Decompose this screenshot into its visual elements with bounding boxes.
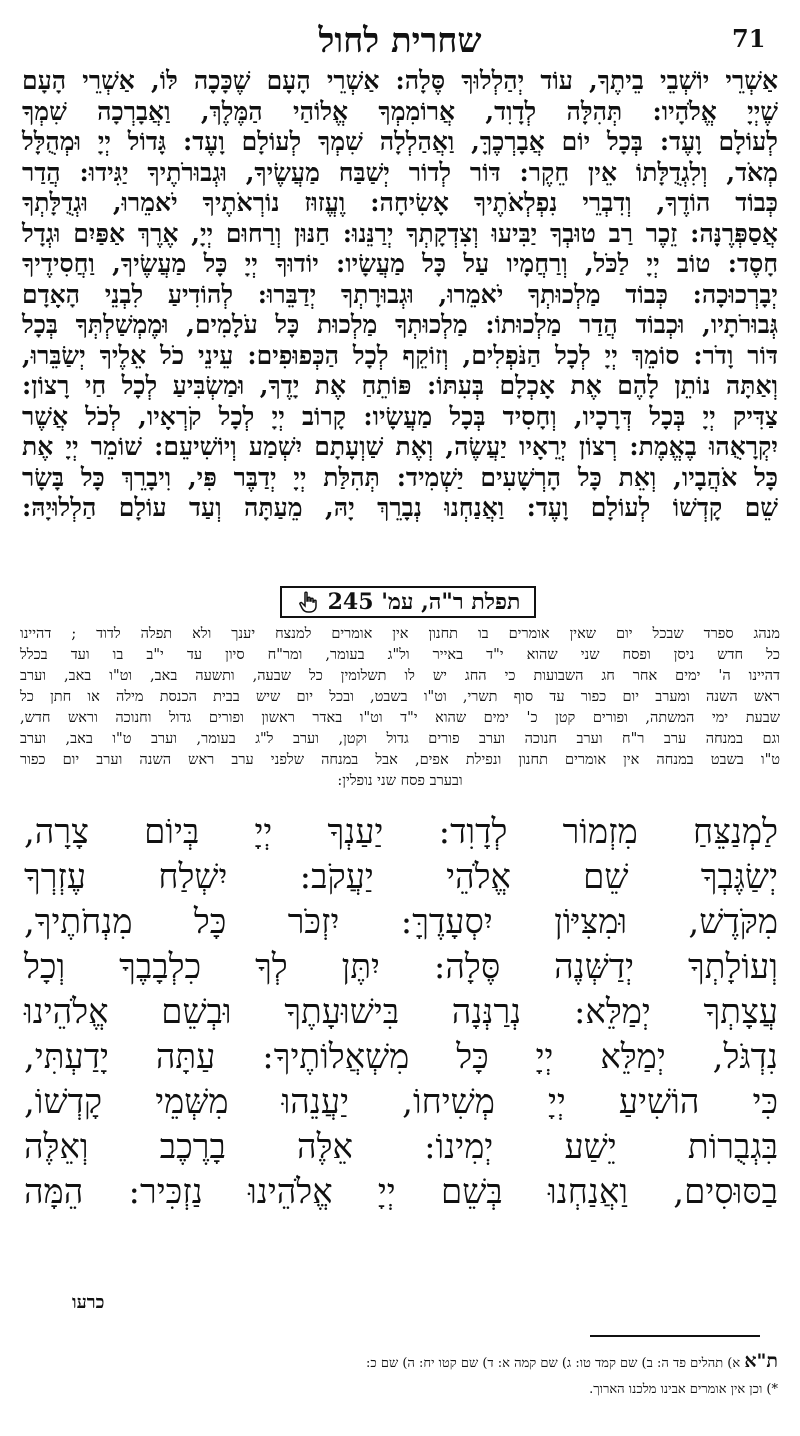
- text-line: שֵׁם קָדְשׁוֹ לְעוֹלָם וָעֶד: וַאֲנַחְנוּ נְבָרֵךְ יָהּ, מֵעַתָּה וְעַד עוֹלָם הַלְלוּיָהּ:: [22, 493, 778, 522]
- instruction-line: ובערב פסח שני נופלין:: [337, 773, 463, 789]
- text-line: גְּבוּרֹתָיו, וּכְבוֹד הֲדַר מַלְכוּתוֹ: מַלְכוּתְךָ מַלְכוּת כָּל עֹלָמִים, וּמֶמְשַׁלְתְּךָ בְּכָל: [22, 310, 778, 339]
- footnote-sources: [20, 1348, 778, 1377]
- instruction-line: ראש השנה ומערב יום כפור עד סוף תשרי, וט"ו בשבט, ובכל יום שיש בבית הכנסת מילה או חתן כל: [20, 689, 780, 705]
- psalm-line: נִדְגֹּל, יְמַלֵּא יְיָ כָּל מִשְׁאֲלוֹתֶיךָ: עַתָּה יָדַעְתִּי,: [24, 1037, 778, 1077]
- text-line: כְּבוֹד הוֹדֶךָ, וְדִבְרֵי נִפְלְאֹתֶיךָ אָשִׂיחָה: וֶעֱזוּז נוֹרְאֹתֶיךָ יֹאמֵרוּ, וּגְדֻלָּתְךָ: [22, 188, 778, 217]
- text-line: שֶׁיְיָ אֱלֹהָיו: תְּהִלָּה לְדָוִד, אֲרוֹמִמְךָ אֱלוֹהַי הַמֶּלֶךְ, וַאֲבָרְכָה שִׁמְךָ: [22, 96, 778, 126]
- psalm-line: יְשַׂגֶּבְךָ שֵׁם אֱלֹהֵי יַעֲקֹב: יִשְׁלַח עֶזְרְךָ: [24, 857, 778, 897]
- psalm-line: עֲצָתְךָ יְמַלֵּא: נְרַנְּנָה בִּישׁוּעָתֶךָ וּבְשֵׁם אֱלֹהֵינוּ: [24, 992, 778, 1032]
- instruction-line: מנהג ספרד שבכל יום שאין אומרים בו תחנון אין אומרים למנצח יענך ולא תפלה לדוד ; דהיינו: [20, 626, 780, 642]
- text-line: לְעוֹלָם וָעֶד: בְּכָל יוֹם אֲבָרְכֶךָּ, וַאֲהַלְלָה שִׁמְךָ לְעוֹלָם וָעֶד: גָּדוֹל יְיָ וּמְהֻלָּל: [22, 127, 778, 156]
- psalm-line: כִּי הוֹשִׁיעַ יְיָ מְשִׁיחוֹ, יַעֲנֵהוּ מִשְּׁמֵי קָדְשׁוֹ,: [24, 1082, 778, 1122]
- psalm-line: וְעוֹלָתְךָ יְדַשְּׁנֶה סֶּלָה: יִתֶּן לְךָ כִלְבָבֶךָ וְכָל: [24, 947, 778, 987]
- psalm-line: לַמְנַצֵּחַ מִזְמוֹר לְדָוִד: יַעַנְךָ יְיָ בְּיוֹם צָרָה,: [24, 812, 778, 852]
- running-title: שחרית לחול: [318, 21, 482, 61]
- instruction-line: כל חדש ניסן ופסח שני שהוא י"ד באייר ול"ג בעומר, ומר"ח סיון עד י"ב בו ועד בכלל: [20, 647, 780, 663]
- instruction-line: דהיינו ה' ימים אחר חג השבועות כי החג יש לו תשלומין כל שבעה, ותשעה באב, וט"ו באב, וערב: [20, 668, 780, 684]
- ashrei-text: [22, 66, 778, 524]
- footnote-line: א) תהלים פד ה: ב) שם קמד טו: ג) שם קמה א: ד) שם קטו יח: ה) שם כ:: [366, 1356, 741, 1371]
- text-line: כָּל אֹהֲבָיו, וְאֵת כָּל הָרְשָׁעִים יַשְׁמִיד: תְּהִלַּת יְיָ יְדַבֶּר פִּי, וִיבָרֵךְ כָּל בָּשָׂר: [22, 462, 778, 492]
- footnotes: [20, 1348, 778, 1403]
- footnote-label: ת"א: [744, 1350, 778, 1372]
- text-line: מְאֹד, וְלִגְדֻלָּתוֹ אֵין חֵקֶר: דּוֹר לְדוֹר יְשַׁבַּח מַעֲשֶׂיךָ, וּגְבוּרֹתֶיךָ יַגִּידוּ: הֲדַר: [22, 157, 778, 187]
- text-line: חָסֶד: טוֹב יְיָ לַכֹּל, וְרַחֲמָיו עַל כָּל מַעֲשָׂיו: יוֹדוּךָ יְיָ כָּל מַעֲשֶׂיךָ, וַחֲסִידֶיךָ: [22, 249, 778, 278]
- text-line: דּוֹר וָדֹר: סוֹמֵךְ יְיָ לְכָל הַנֹּפְלִים, וְזוֹקֵף לְכָל הַכְּפוּפִים: עֵינֵי כֹל אֵלֶיךָ יְשַׂבֵּרוּ,: [22, 340, 778, 370]
- text-line: וְאַתָּה נוֹתֵן לָהֶם אֶת אָכְלָם בְּעִתּוֹ: פּוֹתֵחַ אֶת יָדֶךָ, וּמַשְׂבִּיעַ לְכָל חַי רָצוֹן:: [22, 371, 778, 400]
- cross-reference-box[interactable]: [280, 586, 536, 618]
- text-line: אֲסַפְּרֶנָּה: זֵכֶר רַב טוּבְךָ יַבִּיעוּ וְצִדְקָתְךָ יְרַנֵּנוּ: חַנּוּן וְרַחוּם יְיָ, אֶרֶךְ אַפַּיִם וּגְדָל: [22, 218, 778, 248]
- instruction-line: ט"ו בשבט במנחה אין אומרים תחנון ונפילת אפים, אבל במנחה שלפני ערב ראש השנה וערב יום כפור: [20, 752, 780, 768]
- instruction-text: [20, 624, 780, 792]
- footnote-divider: [590, 1335, 760, 1337]
- catchword: כרעו: [72, 1292, 105, 1313]
- page-number: 71: [732, 24, 766, 53]
- text-line: אַשְׁרֵי יוֹשְׁבֵי בֵיתֶךָ, עוֹד יְהַלְלוּךָ סֶּלָה: אַשְׁרֵי הָעָם שֶׁכָּכָה לּוֹ, אַשְׁרֵי הָעָם: [22, 66, 778, 95]
- reference-text: תפלת ר"ה, עמ' 245: [327, 589, 521, 615]
- instruction-line: שבעת ימי המשתה, ופורים קטן כ' ימים שהוא י"ד וט"ו באדר ראשון ופורים גדול וחנוכה וראש חדש,: [20, 710, 780, 726]
- text-line: יְבָרְכוּכָה: כְּבוֹד מַלְכוּתְךָ יֹאמֵרוּ, וּגְבוּרָתְךָ יְדַבֵּרוּ: לְהוֹדִיעַ לִבְנֵי הָאָדָם: [22, 279, 778, 309]
- text-line: צַדִּיק יְיָ בְּכָל דְּרָכָיו, וְחָסִיד בְּכָל מַעֲשָׂיו: קָרוֹב יְיָ לְכָל קֹרְאָיו, לְכֹל אֲשֶׁר: [22, 401, 778, 431]
- instruction-line: וגם במנחה ערב ר"ח וערב חנוכה וערב פורים גדול וקטן, וערב ל"ג בעומר, וערב ט"ו באב, וערב: [20, 731, 780, 747]
- page-header: [24, 21, 776, 64]
- footnote-note: *) וכן אין אומרים אבינו מלכנו הארוך.: [589, 1382, 778, 1397]
- text-line: יִקְרָאֻהוּ בֶאֱמֶת: רְצוֹן יְרֵאָיו יַעֲשֶׂה, וְאֶת שַׁוְעָתָם יִשְׁמַע וְיוֹשִׁיעֵם: שׁוֹמֵר יְיָ אֶת: [22, 432, 778, 461]
- psalm-20-text: [24, 810, 778, 1215]
- psalm-line: בִּגְבֻרוֹת יֵשַׁע יְמִינוֹ: אֵלֶּה בָרֶכֶב וְאֵלֶּה: [24, 1127, 778, 1167]
- pointing-hand-icon: [296, 590, 320, 614]
- psalm-line: בַסּוּסִים, וַאֲנַחְנוּ בְּשֵׁם יְיָ אֱלֹהֵינוּ נַזְכִּיר: הֵמָּה: [24, 1172, 778, 1212]
- psalm-line: מִקֹּדֶשׁ, וּמִצִּיּוֹן יִסְעָדֶךָּ: יִזְכֹּר כָּל מִנְחֹתֶיךָ,: [24, 902, 778, 942]
